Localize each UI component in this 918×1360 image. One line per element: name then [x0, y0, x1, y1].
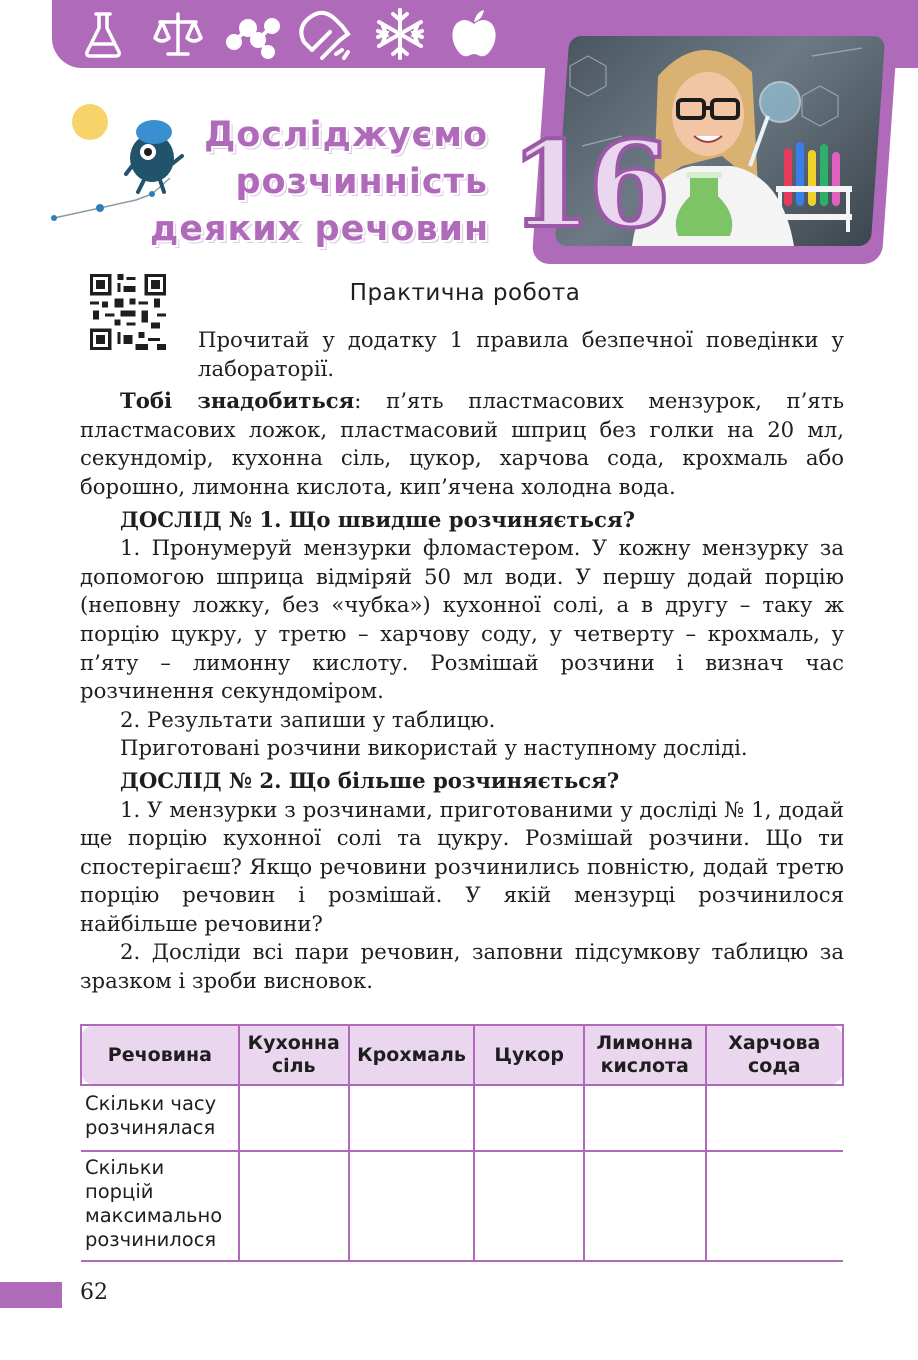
table-header-cell: Речовина	[81, 1025, 239, 1085]
results-table	[80, 1024, 844, 1262]
scales-icon	[150, 6, 206, 62]
chapter-number: 16	[510, 115, 667, 254]
snowflake-icon	[372, 6, 428, 62]
table-cell[interactable]	[349, 1151, 475, 1261]
molecule-icon	[224, 6, 280, 62]
flask-icon	[76, 6, 132, 62]
experiment-2-title: ДОСЛІД № 2. Що більше розчиняється?	[120, 767, 620, 793]
experiment-2-step-2: 2. Досліди всі пари речовин, заповни підсумкову таблицю за зразком і зроби висновок.	[80, 939, 844, 994]
table-cell[interactable]	[474, 1151, 583, 1261]
experiment-1-step-1: 1. Пронумеруй мензурки фломастером. У кожну мензурку за допомогою шприца відміряй 50 мл води. У першу додай порцію (неповну ложку, без «чубка») кухонної солі, а в другу – таку ж порцію цукру, у третю – харчову соду, у четверту – крохмаль, у п’яту – лимонну кислоту. Розмішай розчини і визнач час розчинення секундоміром.	[80, 535, 844, 704]
apple-icon	[446, 6, 502, 62]
page-number: 62	[80, 1280, 108, 1305]
table-header-cell: Кухонна сіль	[239, 1025, 349, 1085]
experiment-1-title: ДОСЛІД № 1. Що швидше розчиняється?	[120, 506, 636, 532]
table-cell[interactable]	[239, 1151, 349, 1261]
experiment-1-step-2: 2. Результати запиши у таблицю.	[120, 706, 496, 732]
experiment-1-note: Приготовані розчини використай у наступному досліді.	[120, 735, 748, 761]
table-cell[interactable]	[474, 1085, 583, 1151]
magnet-icon	[298, 6, 354, 62]
table-cell[interactable]	[584, 1085, 706, 1151]
topic-icons	[76, 6, 502, 64]
chapter-title	[150, 112, 488, 253]
table-header-cell: Лимонна кислота	[584, 1025, 706, 1085]
chapter-title-line: деяких речовин	[150, 209, 490, 249]
experiment-2-step-1: 1. У мензурки з розчинами, приготованими у досліді № 1, додай ще порцію кухонної солі та цукру. Розмішай розчини. Що ти спостерігаєш? Якщо речовини розчинились повністю, додай третю порцію речовин і розмішай. У якій мензурці розчинилося найбільше речовини?	[80, 796, 844, 936]
table-row	[81, 1151, 843, 1261]
table-cell[interactable]	[349, 1085, 475, 1151]
page-tab	[0, 1282, 62, 1308]
chapter-title-line: Досліджуємо	[204, 115, 488, 155]
row-label: Скільки часу розчинялася	[81, 1085, 239, 1151]
table-header-cell: Цукор	[474, 1025, 583, 1085]
materials-list: : п’ять пластмасових мензурок, п’ять пластмасових ложок, пластмасовий шприц без голки на 20 мл, секундомір, кухонна сіль, цукор, харчова сода, крохмаль або борошно, лимонна кислота, кип’ячена холодна вода.	[80, 388, 844, 499]
section-heading: Практична робота	[349, 280, 581, 306]
body-text	[80, 326, 844, 996]
table-cell[interactable]	[239, 1085, 349, 1151]
materials-label: Тобі знадобиться	[120, 388, 355, 414]
table-header-cell: Харчова сода	[706, 1025, 843, 1085]
table-row	[81, 1085, 843, 1151]
chapter-title-line: розчинність	[235, 162, 488, 202]
table-header-cell: Крохмаль	[349, 1025, 475, 1085]
table-cell[interactable]	[706, 1151, 843, 1261]
safety-intro: Прочитай у додатку 1 правила безпечної поведінки у лабораторії.	[198, 327, 844, 381]
table-cell[interactable]	[706, 1085, 843, 1151]
table-header-row	[81, 1025, 843, 1085]
row-label: Скільки порцій максимально розчинилося	[81, 1151, 239, 1261]
table-cell[interactable]	[584, 1151, 706, 1261]
materials-paragraph	[80, 387, 844, 501]
